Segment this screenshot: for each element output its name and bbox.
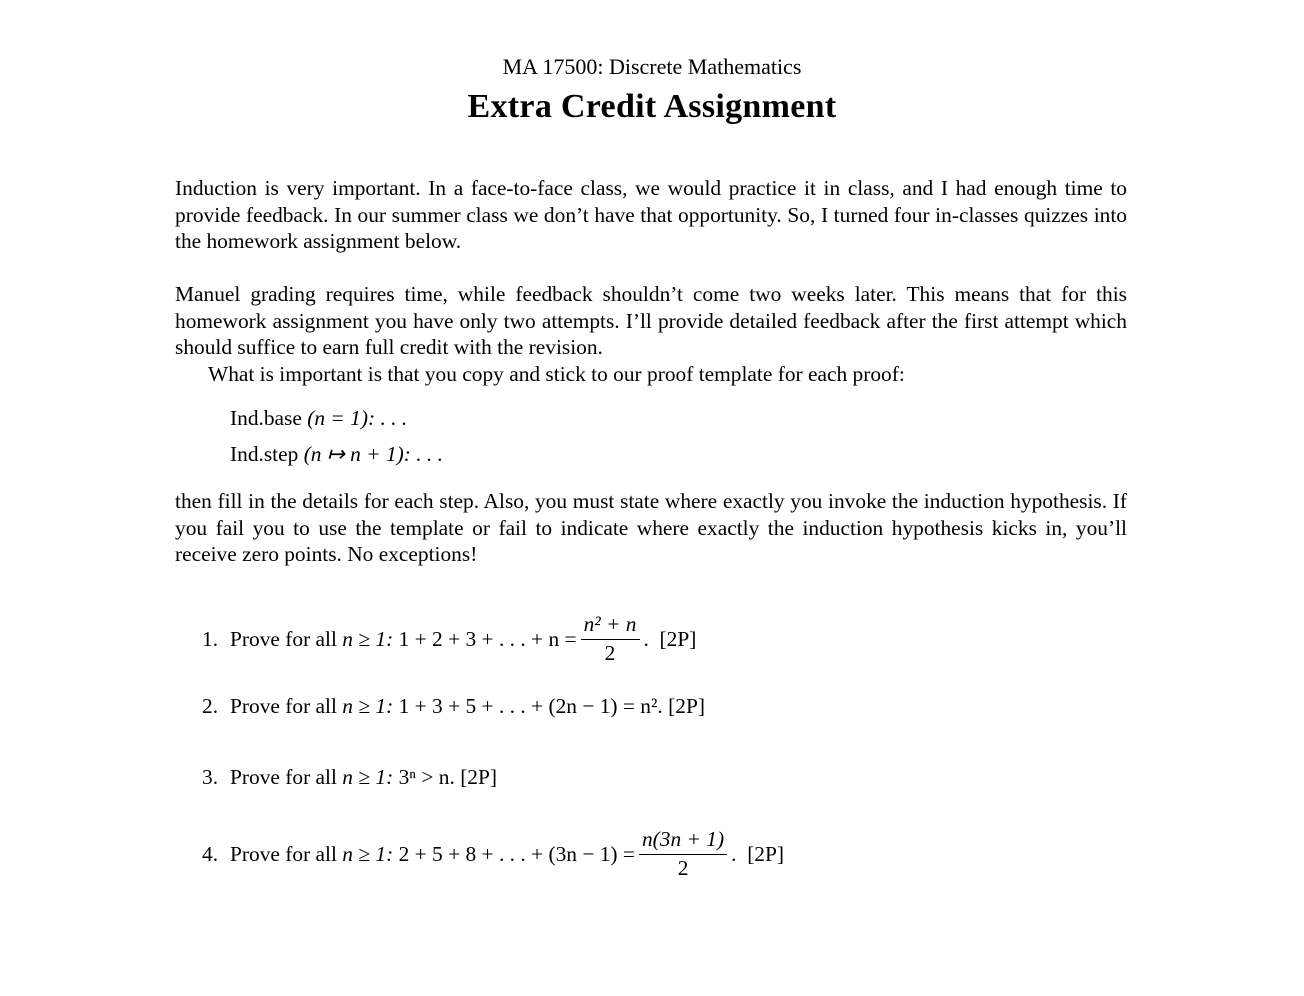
problem-points: [2P] xyxy=(659,626,697,651)
fraction-numerator: n(3n + 1) xyxy=(639,827,727,855)
instructions-paragraph: then fill in the details for each step. Also, you must state where exactly you invoke the induction hypothesis. If you fail you to use the template or fail to indicate where exactly the induction hypothesis kicks in, you’ll receive zero points. No exceptions! xyxy=(175,489,1127,567)
problem-lhs: 2 + 5 + 8 + . . . + (3n − 1) = xyxy=(398,841,635,866)
problem-lead: Prove for all xyxy=(230,765,337,789)
course-heading: MA 17500: Discrete Mathematics xyxy=(502,54,802,79)
problem-1: 1. Prove for all n ≥ 1: 1 + 2 + 3 + . . . + n = $\frac{\text{n² + n}}{2}$ . [2P] xyxy=(202,612,697,665)
template-base-cond: (n = 1): . . . xyxy=(307,406,408,430)
template-step-label: Ind.step xyxy=(230,442,299,466)
problem-cond: n ≥ 1: xyxy=(342,841,394,866)
problem-expr: 3ⁿ > n. xyxy=(398,765,455,789)
problem-lhs: 1 + 2 + 3 + . . . + n = xyxy=(398,626,577,651)
fraction-denominator: 2 xyxy=(604,641,616,665)
template-base-line xyxy=(230,406,407,431)
problem-expr: 1 + 3 + 5 + . . . + (2n − 1) = n². xyxy=(398,694,663,718)
problem-number: 2. xyxy=(202,694,219,718)
problem-number: 4. xyxy=(202,841,219,866)
intro-paragraph-3: What is important is that you copy and stick to our proof template for each proof: xyxy=(208,362,905,386)
problem-points: [2P] xyxy=(747,841,785,866)
intro-paragraph-1: Induction is very important. In a face-to-face class, we would practice it in class, and I had enough time to provide feedback. In our summer class we don’t have that opportunity. So, I turned four in-classes quizzes into the homework assignment below. xyxy=(175,176,1127,254)
fraction xyxy=(639,827,727,881)
problem-points: [2P] xyxy=(460,765,498,789)
problem-lead: Prove for all xyxy=(230,694,337,718)
template-step-line xyxy=(230,442,443,467)
template-base-label: Ind.base xyxy=(230,406,302,430)
problem-cond: n ≥ 1: xyxy=(342,694,394,718)
fraction-denominator: 2 xyxy=(677,856,689,880)
fraction-numerator: n² + n xyxy=(581,612,640,640)
intro-paragraph-2: Manuel grading requires time, while feedback shouldn’t come two weeks later. This means that for this homework assignment you have only two attempts. I’ll provide detailed feedback after the first attempt which should suffice to earn full credit with the revision. xyxy=(175,282,1127,360)
problem-lead: Prove for all xyxy=(230,626,337,651)
problem-number: 3. xyxy=(202,765,219,789)
problem-2 xyxy=(202,694,705,719)
fraction xyxy=(581,612,640,666)
problem-number: 1. xyxy=(202,626,219,651)
problem-points: [2P] xyxy=(668,694,705,718)
problem-cond: n ≥ 1: xyxy=(342,765,394,789)
problem-3 xyxy=(202,765,497,790)
problem-lead: Prove for all xyxy=(230,841,337,866)
problem-cond: n ≥ 1: xyxy=(342,626,394,651)
template-step-cond: (n ↦ n + 1): . . . xyxy=(303,442,443,466)
problem-4: 4. Prove for all n ≥ 1: 2 + 5 + 8 + . . . + (3n − 1) = $\frac{n(3n + 1)}{2}$ . [2P] xyxy=(202,827,785,880)
assignment-title: Extra Credit Assignment xyxy=(467,88,837,125)
